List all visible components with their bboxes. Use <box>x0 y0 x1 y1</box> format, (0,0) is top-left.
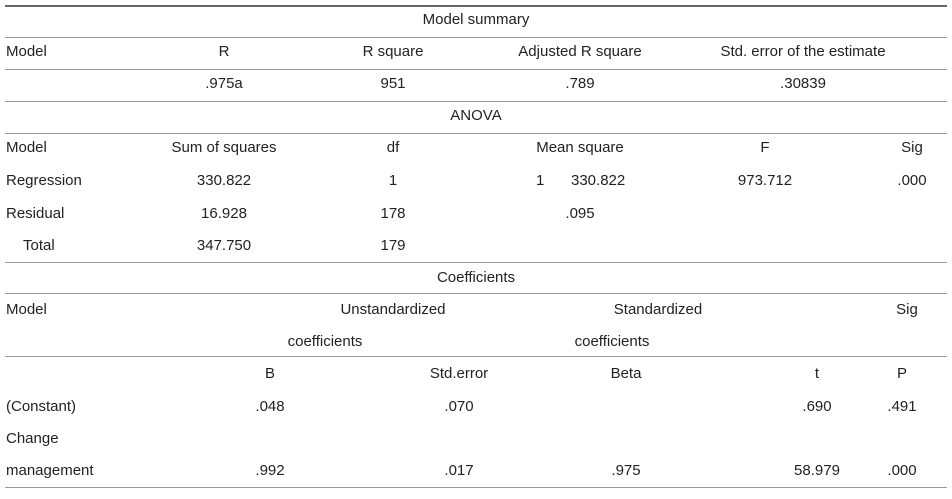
coef-constant-b: .048 <box>255 398 285 415</box>
coef-change-label-line2: management <box>6 462 94 479</box>
anova-residual-label: Residual <box>6 205 65 222</box>
anova-end-rule <box>5 262 947 263</box>
coef-change-std-error: .017 <box>444 462 474 479</box>
anova-header-sum-sq: Sum of squares <box>171 139 277 156</box>
coef-change-label-line1: Change <box>6 430 59 447</box>
table-bottom-rule <box>5 487 947 488</box>
coefficients-title-rule <box>5 293 947 294</box>
anova-total-label: Total <box>23 237 55 254</box>
ms-header-std-error: Std. error of the estimate <box>720 43 886 60</box>
model-summary-title: Model summary <box>422 11 530 28</box>
anova-regression-sum-sq: 330.822 <box>196 172 252 189</box>
coef-subheader-beta: Beta <box>610 365 642 382</box>
table-top-rule <box>5 5 947 7</box>
coef-change-beta: .975 <box>611 462 641 479</box>
coef-change-b: .992 <box>255 462 285 479</box>
coef-constant-std-error: .070 <box>444 398 474 415</box>
anova-regression-df: 1 <box>388 172 398 189</box>
coef-header-standardized: Standardized <box>613 301 703 318</box>
anova-total-df: 179 <box>380 237 406 254</box>
anova-header-mean-sq: Mean square <box>536 139 624 156</box>
coef-header-sig: Sig <box>896 301 918 318</box>
coef-constant-t: .690 <box>802 398 832 415</box>
coefficients-title: Coefficients <box>436 269 516 286</box>
anova-regression-f: 973.712 <box>737 172 793 189</box>
coef-subheader-t: t <box>814 365 820 382</box>
coef-change-p: .000 <box>887 462 917 479</box>
ms-header-model: Model <box>6 43 47 60</box>
anova-header-df: df <box>386 139 400 156</box>
coef-header-unstandardized-sub: coefficients <box>287 333 363 350</box>
ms-header-adj-r-square: Adjusted R square <box>518 43 642 60</box>
anova-title-rule <box>5 133 947 134</box>
anova-total-sum-sq: 347.750 <box>196 237 252 254</box>
anova-regression-mean-sq-prefix: 1 <box>536 172 545 189</box>
anova-header-model: Model <box>6 139 47 156</box>
coef-subheader-b: B <box>264 365 276 382</box>
ms-value-adj-r-square: .789 <box>565 75 595 92</box>
anova-header-f: F <box>760 139 770 156</box>
anova-regression-label: Regression <box>6 172 82 189</box>
anova-regression-mean-sq: 330.822 <box>571 172 626 189</box>
anova-residual-df: 178 <box>380 205 406 222</box>
model-summary-title-rule <box>5 37 947 38</box>
anova-residual-mean-sq: .095 <box>565 205 595 222</box>
anova-regression-sig: .000 <box>897 172 927 189</box>
model-summary-header-rule <box>5 69 947 70</box>
coef-subheader-std-error: Std.error <box>429 365 489 382</box>
coef-change-t: 58.979 <box>794 462 840 479</box>
ms-value-r: .975a <box>205 75 243 92</box>
ms-header-r-square: R square <box>362 43 424 60</box>
coef-header-model: Model <box>6 301 47 318</box>
anova-header-sig: Sig <box>901 139 923 156</box>
coef-header-standardized-sub: coefficients <box>574 333 650 350</box>
anova-residual-sum-sq: 16.928 <box>201 205 247 222</box>
ms-value-std-error: .30839 <box>780 75 826 92</box>
model-summary-end-rule <box>5 101 947 102</box>
coef-header-unstandardized: Unstandardized <box>340 301 446 318</box>
coef-subheader-p: P <box>896 365 908 382</box>
ms-value-r-square: 951 <box>380 75 406 92</box>
coef-constant-p: .491 <box>887 398 917 415</box>
coef-constant-label: (Constant) <box>6 398 77 415</box>
anova-title: ANOVA <box>450 107 502 124</box>
ms-header-r: R <box>218 43 230 60</box>
coefficients-header-rule <box>5 356 947 357</box>
